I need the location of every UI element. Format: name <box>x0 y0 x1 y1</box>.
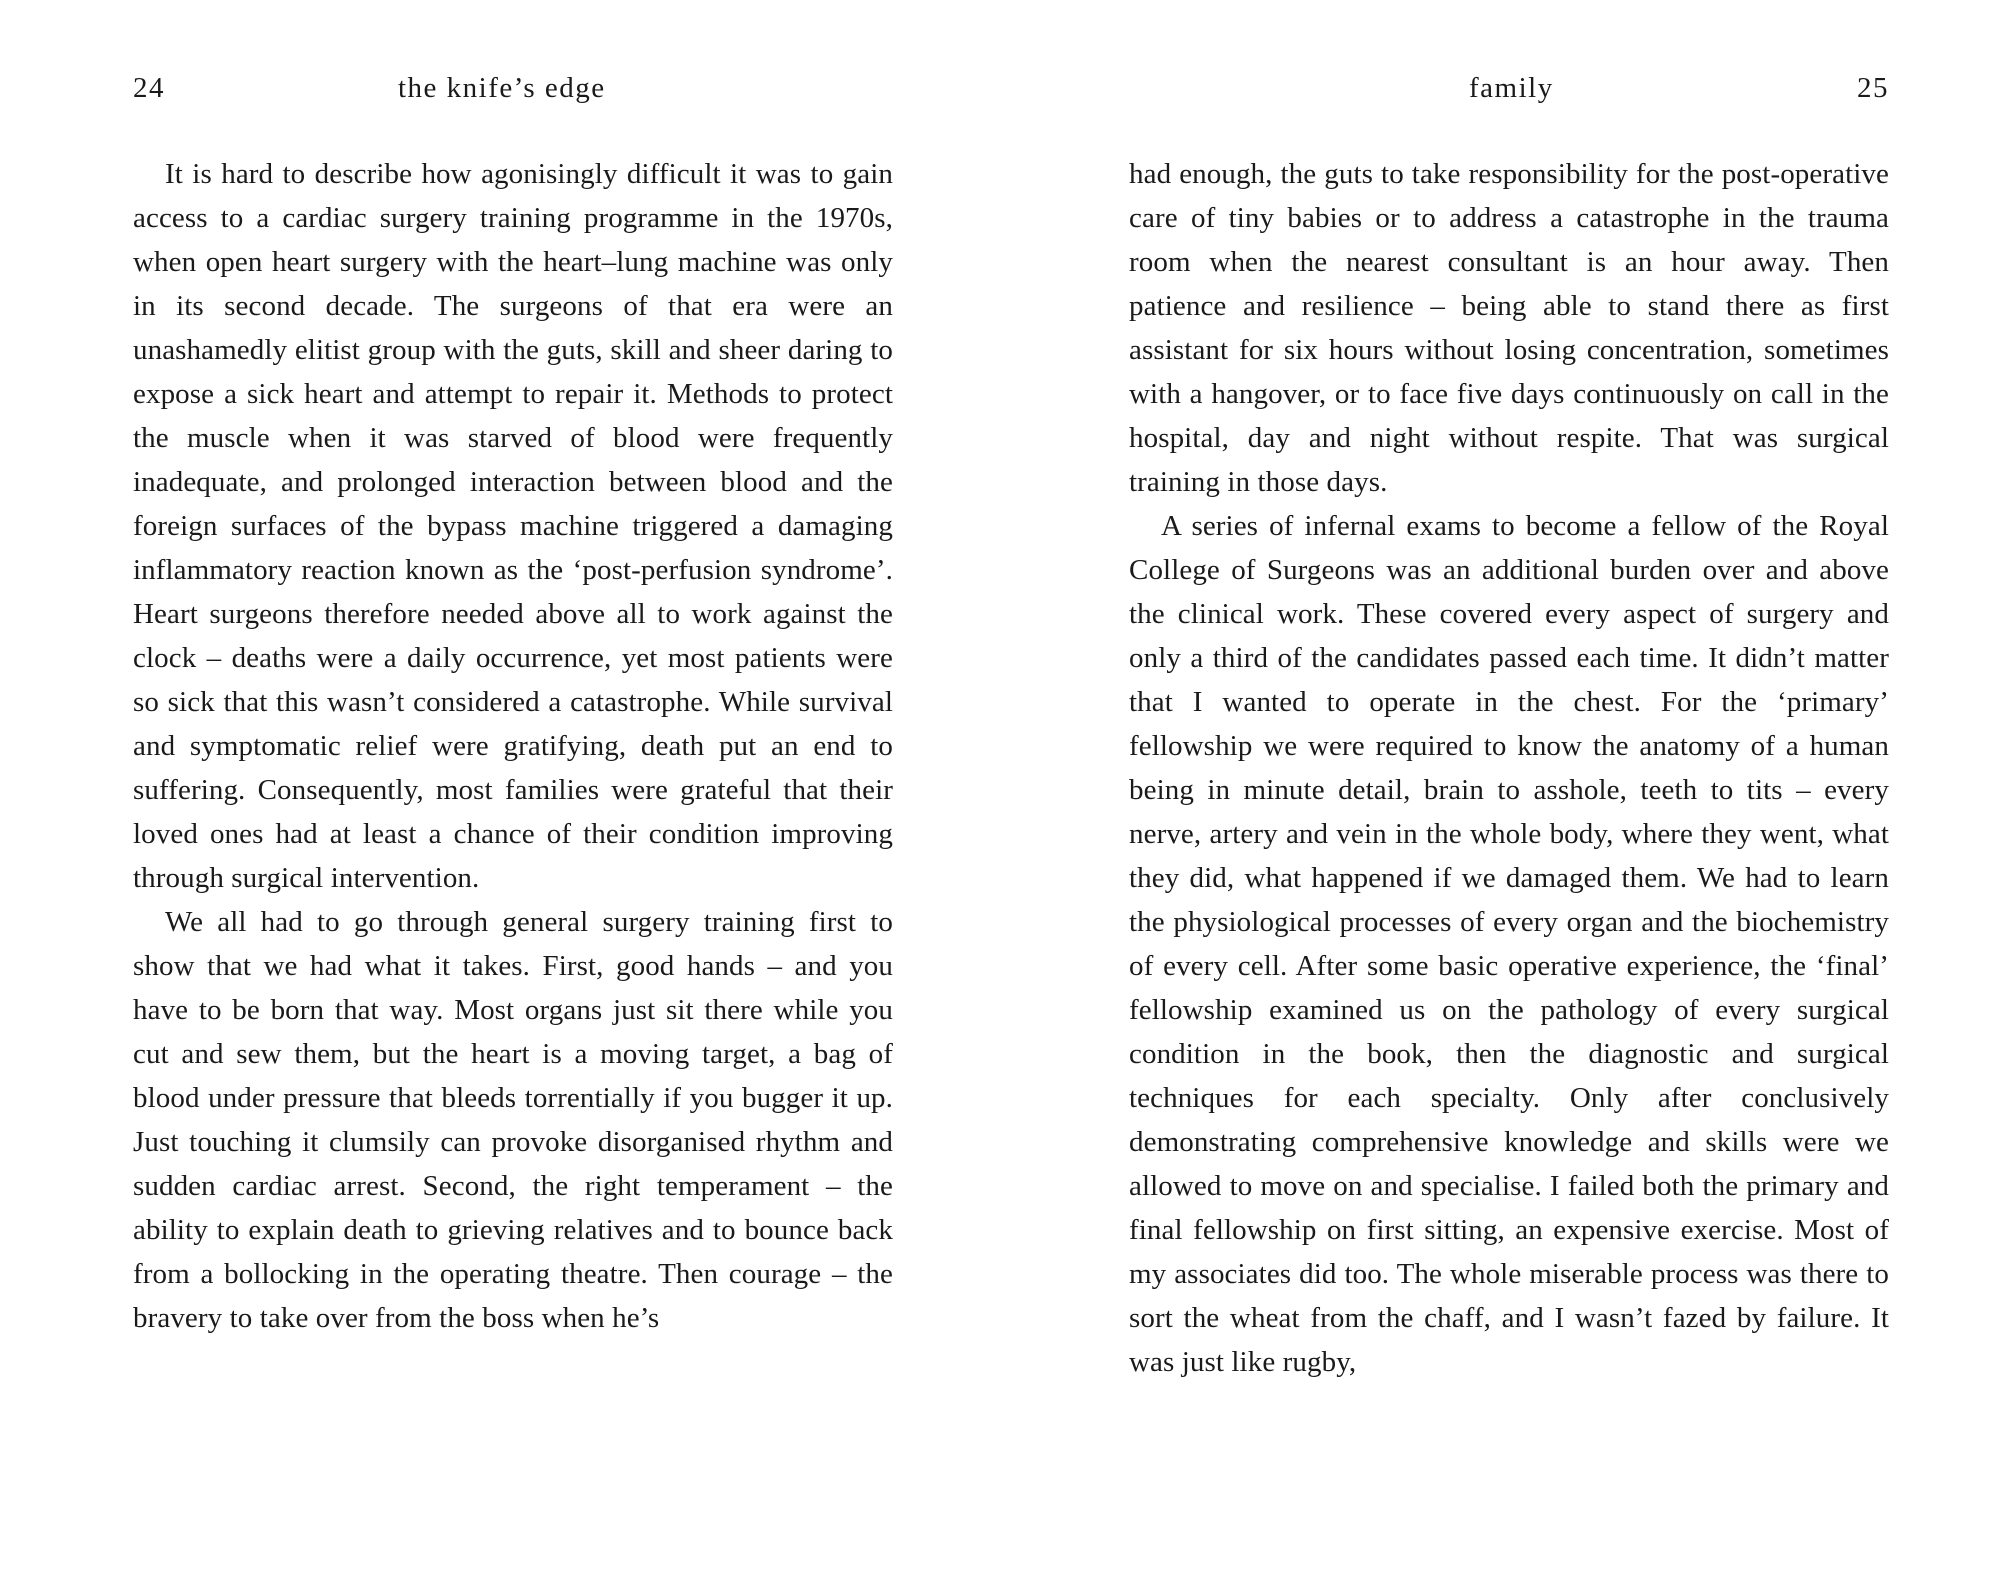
right-page <box>1129 0 1889 1573</box>
right-running-title: family <box>1469 72 1554 104</box>
left-running-head <box>133 66 893 110</box>
right-body-text <box>1129 152 1889 1384</box>
right-paragraph-1: had enough, the guts to take responsibility for the post-operative care of tiny babies or to address a catastrophe in the trauma room when the nearest consultant is an hour away. Then patience and resilience – being able to stand there as first assistant for six hours without losing concentration, sometimes with a hangover, or to face five days continuously on call in the hospital, day and night without respite. That was surgical training in those days. <box>1129 158 1889 498</box>
left-page-number: 24 <box>133 72 165 104</box>
left-paragraph-2: We all had to go through general surgery training first to show that we had what it takes. First, good hands – and you have to be born that way. Most organs just sit there while you cut and sew them, but the heart is a moving target, a bag of blood under pressure that bleeds torrentially if you bugger it up. Just touching it clumsily can provoke disorganised rhythm and sudden cardiac arrest. Second, the right temperament – the ability to explain death to grieving relatives and to bounce back from a bollocking in the operating theatre. Then courage – the bravery to take over from the boss when he’s <box>133 906 893 1334</box>
right-running-head <box>1129 66 1889 110</box>
left-paragraph-1: It is hard to describe how agonisingly difficult it was to gain access to a cardiac surgery training programme in the 1970s, when open heart surgery with the heart–lung machine was only in its second decade. The surgeons of that era were an unashamedly elitist group with the guts, skill and sheer daring to expose a sick heart and attempt to repair it. Methods to protect the muscle when it was starved of blood were frequently inadequate, and prolonged interaction between blood and the foreign surfaces of the bypass machine triggered a damaging inflammatory reaction known as the ‘post-perfusion syndrome’. Heart surgeons therefore needed above all to work against the clock – deaths were a daily occurrence, yet most patients were so sick that this wasn’t considered a catastrophe. While survival and symptomatic relief were gratifying, death put an end to suffering. Consequently, most families were grateful that their loved ones had at least a chance of their condition improving through surgical intervention. <box>133 158 893 894</box>
right-paragraph-2: A series of infernal exams to become a fellow of the Royal College of Surgeons was an additional burden over and above the clinical work. These covered every aspect of surgery and only a third of the candidates passed each time. It didn’t matter that I wanted to operate in the chest. For the ‘primary’ fellowship we were required to know the anatomy of a human being in minute detail, brain to asshole, teeth to tits – every nerve, artery and vein in the whole body, where they went, what they did, what happened if we damaged them. We had to learn the physiological processes of every organ and the biochemistry of every cell. After some basic operative experience, the ‘final’ fellowship examined us on the pathology of every surgical condition in the book, then the diagnostic and surgical techniques for each specialty. Only after conclusively demonstrating comprehensive knowledge and skills were we allowed to move on and specialise. I failed both the primary and final fellowship on first sitting, an expensive exercise. Most of my associates did too. The whole miserable process was there to sort the wheat from the chaff, and I wasn’t fazed by failure. It was just like rugby, <box>1129 510 1889 1378</box>
left-page <box>133 0 893 1573</box>
left-body-text <box>133 152 893 1340</box>
left-running-title: the knife’s edge <box>398 72 606 104</box>
right-page-number: 25 <box>1857 72 1889 104</box>
